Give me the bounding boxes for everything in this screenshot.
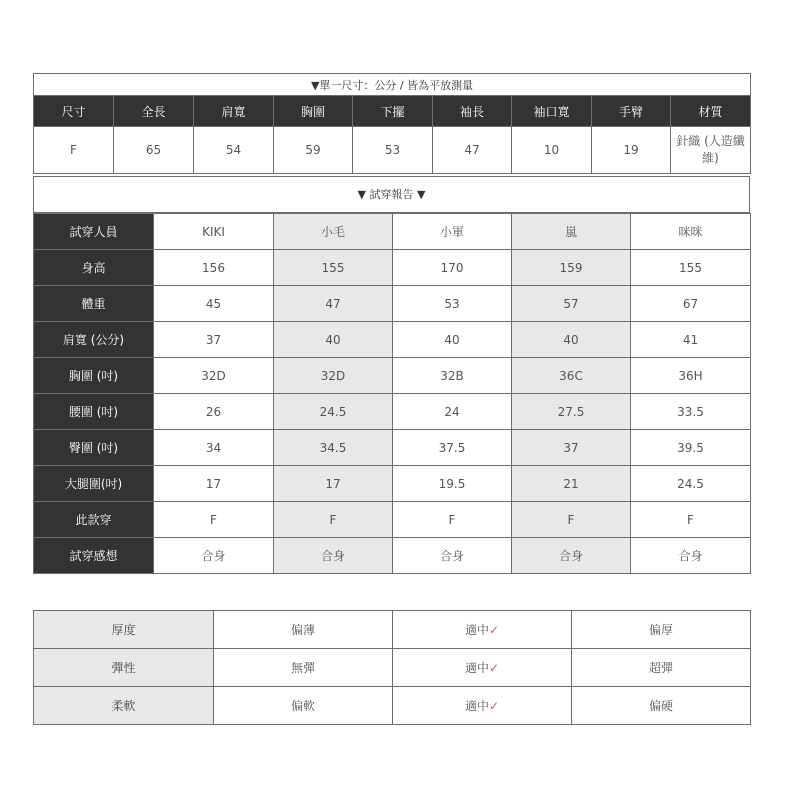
fitting-cell: 小毛 (274, 214, 393, 250)
size-value-size: F (34, 127, 114, 174)
fabric-option (572, 687, 751, 725)
checkmark-icon: ✓ (488, 661, 500, 675)
fitting-cell: 40 (274, 322, 393, 358)
fitting-row (34, 430, 751, 466)
fitting-cell: F (393, 502, 512, 538)
fabric-option (393, 611, 572, 649)
fitting-cell: 24.5 (274, 394, 393, 430)
fitting-cell: 36H (631, 358, 751, 394)
size-table (33, 73, 751, 174)
fitting-cell: 37.5 (393, 430, 512, 466)
fitting-cell: 156 (154, 250, 274, 286)
fitting-cell: 合身 (274, 538, 393, 574)
fitting-row-label: 身高 (34, 250, 154, 286)
size-header-shoulder: 肩寬 (194, 96, 274, 127)
fabric-option (393, 649, 572, 687)
fitting-cell: 57 (512, 286, 631, 322)
fitting-cell: 小軍 (393, 214, 512, 250)
fitting-cell: 47 (274, 286, 393, 322)
fitting-row (34, 250, 751, 286)
fitting-cell: 53 (393, 286, 512, 322)
fitting-table (33, 213, 751, 574)
fitting-cell: F (274, 502, 393, 538)
fabric-option (214, 611, 393, 649)
fitting-row (34, 538, 751, 574)
fitting-cell: 33.5 (631, 394, 751, 430)
fitting-row-label: 試穿感想 (34, 538, 154, 574)
size-value-arm: 19 (592, 127, 671, 174)
fitting-cell: 36C (512, 358, 631, 394)
size-value-length: 65 (114, 127, 194, 174)
fitting-cell: 67 (631, 286, 751, 322)
fabric-table-section (33, 610, 750, 725)
size-value-hem: 53 (353, 127, 433, 174)
fabric-option-label: 適中 (464, 661, 489, 675)
fitting-cell: 155 (274, 250, 393, 286)
fabric-row (34, 649, 751, 687)
fitting-cell: 27.5 (512, 394, 631, 430)
fabric-option (393, 687, 572, 725)
fabric-row-label: 柔軟 (34, 687, 214, 725)
checkmark-icon: ✓ (488, 699, 500, 713)
fitting-cell: 21 (512, 466, 631, 502)
fitting-cell: 40 (512, 322, 631, 358)
fitting-cell: 37 (154, 322, 274, 358)
fitting-cell: 170 (393, 250, 512, 286)
fabric-option (572, 611, 751, 649)
fitting-cell: 咪咪 (631, 214, 751, 250)
fitting-row-label: 臀圍 (吋) (34, 430, 154, 466)
size-value-material: 針織 (人造纖維) (671, 127, 751, 174)
fitting-cell: KIKI (154, 214, 274, 250)
fabric-option (214, 649, 393, 687)
fitting-cell: 32D (154, 358, 274, 394)
fitting-cell: 37 (512, 430, 631, 466)
fabric-row-label: 彈性 (34, 649, 214, 687)
fitting-row-label: 此款穿 (34, 502, 154, 538)
size-table-section (33, 73, 750, 174)
size-header-length: 全長 (114, 96, 194, 127)
checkmark-icon: ✓ (488, 623, 500, 637)
size-table-title: ▼單一尺寸：公分 / 皆為平放測量 (34, 74, 751, 96)
fitting-row (34, 466, 751, 502)
size-header-cuff: 袖口寬 (512, 96, 592, 127)
fitting-cell: 45 (154, 286, 274, 322)
fitting-cell: 40 (393, 322, 512, 358)
fitting-table-section (33, 213, 750, 574)
fitting-cell: 17 (154, 466, 274, 502)
size-header-material: 材質 (671, 96, 751, 127)
fitting-cell: 32D (274, 358, 393, 394)
fitting-cell: 合身 (393, 538, 512, 574)
fitting-cell: 26 (154, 394, 274, 430)
fitting-cell: 24.5 (631, 466, 751, 502)
fitting-cell: 41 (631, 322, 751, 358)
fitting-row-label: 體重 (34, 286, 154, 322)
fabric-option (214, 687, 393, 725)
fitting-cell: 34 (154, 430, 274, 466)
fitting-row (34, 322, 751, 358)
fitting-row (34, 358, 751, 394)
size-value-shoulder: 54 (194, 127, 274, 174)
fitting-cell: 24 (393, 394, 512, 430)
fabric-option-label: 偏薄 (290, 623, 315, 637)
fabric-row (34, 687, 751, 725)
size-value-sleeve: 47 (433, 127, 512, 174)
fitting-row-label: 大腿圍(吋) (34, 466, 154, 502)
fitting-row (34, 394, 751, 430)
fitting-row (34, 502, 751, 538)
fabric-row (34, 611, 751, 649)
fabric-option-label: 偏軟 (290, 699, 315, 713)
fitting-row (34, 214, 751, 250)
fitting-cell: 32B (393, 358, 512, 394)
fitting-cell: 嵐 (512, 214, 631, 250)
fabric-option-label: 適中 (464, 623, 489, 637)
fitting-row (34, 286, 751, 322)
size-header-chest: 胸圍 (274, 96, 353, 127)
fitting-cell: 159 (512, 250, 631, 286)
fitting-row-label: 腰圍 (吋) (34, 394, 154, 430)
fabric-option-label: 適中 (464, 699, 489, 713)
fitting-cell: 合身 (154, 538, 274, 574)
fabric-option (572, 649, 751, 687)
size-value-chest: 59 (274, 127, 353, 174)
fitting-cell: 39.5 (631, 430, 751, 466)
fitting-cell: F (631, 502, 751, 538)
fitting-row-label: 試穿人員 (34, 214, 154, 250)
fitting-cell: 34.5 (274, 430, 393, 466)
size-header-arm: 手臂 (592, 96, 671, 127)
fitting-row-label: 肩寬 (公分) (34, 322, 154, 358)
size-value-cuff: 10 (512, 127, 592, 174)
report-title: ▼ 試穿報告 ▼ (33, 176, 750, 213)
fabric-option-label: 偏厚 (648, 623, 673, 637)
size-header-hem: 下擺 (353, 96, 433, 127)
fabric-table (33, 610, 751, 725)
fitting-cell: 合身 (631, 538, 751, 574)
fitting-cell: F (512, 502, 631, 538)
fabric-option-label: 無彈 (290, 661, 315, 675)
fitting-cell: 合身 (512, 538, 631, 574)
fitting-cell: 17 (274, 466, 393, 502)
size-header-sleeve: 袖長 (433, 96, 512, 127)
fabric-row-label: 厚度 (34, 611, 214, 649)
fabric-option-label: 超彈 (648, 661, 673, 675)
fabric-option-label: 偏硬 (648, 699, 673, 713)
fitting-cell: F (154, 502, 274, 538)
size-header-size: 尺寸 (34, 96, 114, 127)
fitting-row-label: 胸圍 (吋) (34, 358, 154, 394)
fitting-cell: 19.5 (393, 466, 512, 502)
fitting-cell: 155 (631, 250, 751, 286)
